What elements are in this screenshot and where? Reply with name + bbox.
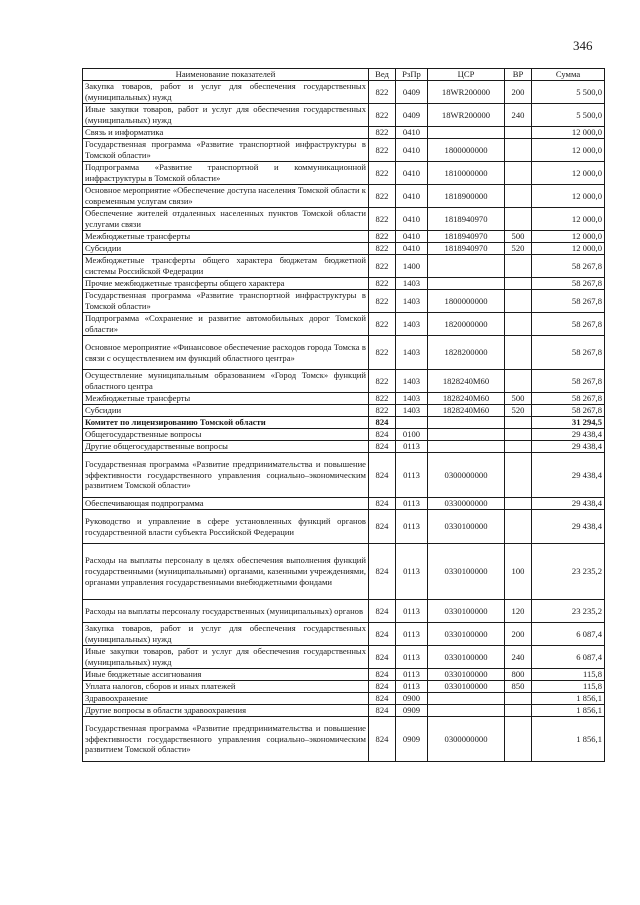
row-sum: 29 438,4 [532,510,605,544]
row-csr: 0330100000 [428,510,505,544]
row-ved: 822 [369,255,396,278]
row-rzpr: 0410 [396,243,428,255]
row-rzpr: 0909 [396,705,428,717]
row-ved: 822 [369,313,396,336]
row-rzpr: 0409 [396,81,428,104]
row-sum: 58 267,8 [532,405,605,417]
row-ved: 824 [369,717,396,762]
row-ved: 824 [369,544,396,600]
row-ved: 824 [369,705,396,717]
row-sum: 5 500,0 [532,104,605,127]
table-row [83,255,605,278]
row-vr [505,429,532,441]
row-ved: 822 [369,370,396,393]
row-sum: 12 000,0 [532,127,605,139]
table-row [83,681,605,693]
table-row [83,717,605,762]
table-row [83,669,605,681]
table-row [83,313,605,336]
row-name: Межбюджетные трансферты [83,393,369,405]
row-csr: 0300000000 [428,453,505,498]
row-csr: 1820000000 [428,313,505,336]
row-rzpr: 0113 [396,600,428,623]
row-ved: 822 [369,393,396,405]
row-ved: 822 [369,185,396,208]
row-vr [505,417,532,429]
row-name: Связь и информатика [83,127,369,139]
header-ved: Вед [369,69,396,81]
row-ved: 822 [369,290,396,313]
row-name: Иные закупки товаров, работ и услуг для обеспечения государственных (муниципальных) нужд [83,646,369,669]
row-csr: 18WR200000 [428,81,505,104]
row-vr [505,278,532,290]
row-sum: 12 000,0 [532,208,605,231]
row-csr [428,705,505,717]
row-csr: 0330100000 [428,544,505,600]
table-row [83,646,605,669]
row-csr: 18WR200000 [428,104,505,127]
row-csr: 0330100000 [428,623,505,646]
row-vr [505,336,532,370]
row-vr [505,208,532,231]
row-rzpr: 0113 [396,646,428,669]
row-rzpr: 0113 [396,510,428,544]
row-rzpr: 0410 [396,127,428,139]
table-row [83,243,605,255]
row-csr [428,441,505,453]
row-name: Иные закупки товаров, работ и услуг для обеспечения государственных (муниципальных) нужд [83,104,369,127]
table-row [83,336,605,370]
row-name: Общегосударственные вопросы [83,429,369,441]
row-rzpr: 0410 [396,231,428,243]
table-row [83,162,605,185]
row-vr: 500 [505,393,532,405]
row-ved: 824 [369,669,396,681]
row-sum: 115,8 [532,681,605,693]
row-name: Руководство и управление в сфере установленных функций органов государственной власти субъекта Российской Федерации [83,510,369,544]
row-sum: 6 087,4 [532,623,605,646]
row-rzpr: 0900 [396,693,428,705]
row-rzpr: 1403 [396,278,428,290]
row-rzpr: 0410 [396,162,428,185]
row-vr: 520 [505,243,532,255]
row-vr [505,693,532,705]
row-rzpr: 0410 [396,208,428,231]
row-csr [428,278,505,290]
row-rzpr: 0409 [396,104,428,127]
row-name: Другие вопросы в области здравоохранения [83,705,369,717]
row-csr: 0330100000 [428,681,505,693]
row-vr [505,453,532,498]
row-ved: 824 [369,693,396,705]
table-row [83,429,605,441]
row-sum: 23 235,2 [532,600,605,623]
page-number: 346 [573,38,593,53]
row-ved: 824 [369,498,396,510]
row-vr: 120 [505,600,532,623]
header-name: Наименование показателей [83,69,369,81]
row-ved: 824 [369,453,396,498]
row-csr: 0330100000 [428,600,505,623]
row-rzpr: 1403 [396,393,428,405]
row-name: Подпрограмма «Сохранение и развитие автомобильных дорог Томской области» [83,313,369,336]
table-row [83,370,605,393]
row-csr: 1818940970 [428,231,505,243]
row-rzpr: 1403 [396,336,428,370]
row-rzpr: 0410 [396,185,428,208]
row-sum: 12 000,0 [532,139,605,162]
row-name: Закупка товаров, работ и услуг для обеспечения государственных (муниципальных) нужд [83,623,369,646]
header-sum: Сумма [532,69,605,81]
table-row [83,104,605,127]
row-sum: 12 000,0 [532,231,605,243]
table-row [83,393,605,405]
table-row [83,139,605,162]
row-sum: 29 438,4 [532,498,605,510]
row-ved: 822 [369,139,396,162]
row-name: Уплата налогов, сборов и иных платежей [83,681,369,693]
row-ved: 822 [369,104,396,127]
row-ved: 822 [369,336,396,370]
row-rzpr: 0113 [396,453,428,498]
row-rzpr: 1403 [396,313,428,336]
row-ved: 822 [369,127,396,139]
table-row [83,278,605,290]
row-csr: 1828200000 [428,336,505,370]
table-header-row [83,69,605,81]
row-vr: 200 [505,81,532,104]
row-vr: 100 [505,544,532,600]
row-csr: 0330000000 [428,498,505,510]
row-ved: 822 [369,208,396,231]
row-csr [428,693,505,705]
row-rzpr [396,417,428,429]
row-name: Другие общегосударственные вопросы [83,441,369,453]
row-sum: 58 267,8 [532,255,605,278]
header-csr: ЦСР [428,69,505,81]
row-vr [505,717,532,762]
row-sum: 12 000,0 [532,243,605,255]
row-csr: 1818940970 [428,208,505,231]
row-vr [505,139,532,162]
row-vr: 240 [505,646,532,669]
row-sum: 115,8 [532,669,605,681]
row-sum: 58 267,8 [532,290,605,313]
row-sum: 5 500,0 [532,81,605,104]
row-name: Расходы на выплаты персоналу в целях обеспечения выполнения функций государственными (муниципальными) органами, казенными учреждениями, органами управления государственными внебюджетными фондами [83,544,369,600]
row-name: Осуществление муниципальным образованием «Город Томск» функций областного центра [83,370,369,393]
row-ved: 822 [369,405,396,417]
row-csr: 1828240M60 [428,405,505,417]
table-row [83,417,605,429]
row-sum: 1 856,1 [532,693,605,705]
row-sum: 58 267,8 [532,336,605,370]
row-csr: 1828240M60 [428,393,505,405]
table-row [83,81,605,104]
row-sum: 23 235,2 [532,544,605,600]
budget-table [82,68,605,762]
row-name: Государственная программа «Развитие предпринимательства и повышение эффективности государственного управления социально–экономическим развитием Томской области» [83,453,369,498]
row-vr [505,313,532,336]
row-sum: 58 267,8 [532,370,605,393]
row-sum: 12 000,0 [532,185,605,208]
row-csr [428,429,505,441]
row-rzpr: 0113 [396,669,428,681]
row-vr [505,290,532,313]
row-rzpr: 0100 [396,429,428,441]
header-vr: ВР [505,69,532,81]
table-row [83,231,605,243]
row-name: Закупка товаров, работ и услуг для обеспечения государственных (муниципальных) нужд [83,81,369,104]
row-rzpr: 1400 [396,255,428,278]
row-name: Обеспечение жителей отдаленных населенных пунктов Томской области услугами связи [83,208,369,231]
table-row [83,405,605,417]
row-name: Субсидии [83,243,369,255]
row-vr [505,185,532,208]
row-rzpr: 0909 [396,717,428,762]
row-sum: 29 438,4 [532,453,605,498]
row-ved: 822 [369,243,396,255]
row-csr [428,255,505,278]
row-ved: 822 [369,278,396,290]
row-rzpr: 0113 [396,681,428,693]
row-csr: 1810000000 [428,162,505,185]
row-rzpr: 0113 [396,544,428,600]
table-row [83,441,605,453]
table-row [83,544,605,600]
row-csr: 1828240M60 [428,370,505,393]
row-name: Расходы на выплаты персоналу государственных (муниципальных) органов [83,600,369,623]
row-name: Комитет по лицензированию Томской области [83,417,369,429]
row-name: Государственная программа «Развитие транспортной инфраструктуры в Томской области» [83,139,369,162]
row-rzpr: 0113 [396,498,428,510]
row-rzpr: 1403 [396,405,428,417]
row-ved: 824 [369,510,396,544]
row-ved: 822 [369,231,396,243]
row-vr: 850 [505,681,532,693]
row-name: Иные бюджетные ассигнования [83,669,369,681]
row-csr: 1818900000 [428,185,505,208]
row-name: Межбюджетные трансферты [83,231,369,243]
row-sum: 29 438,4 [532,441,605,453]
table-row [83,623,605,646]
row-vr: 240 [505,104,532,127]
row-sum: 1 856,1 [532,717,605,762]
table-row [83,693,605,705]
row-rzpr: 0113 [396,623,428,646]
row-vr [505,705,532,717]
row-ved: 824 [369,441,396,453]
row-ved: 822 [369,162,396,185]
row-name: Обеспечивающая подпрограмма [83,498,369,510]
row-name: Основное мероприятие «Финансовое обеспечение расходов города Томска в связи с осуществлением им функций областного центра» [83,336,369,370]
row-vr [505,162,532,185]
table-row [83,185,605,208]
table-row [83,127,605,139]
row-vr [505,370,532,393]
table-row [83,498,605,510]
row-name: Прочие межбюджетные трансферты общего характера [83,278,369,290]
row-name: Подпрограмма «Развитие транспортной и коммуникационной инфраструктуры в Томской области» [83,162,369,185]
row-ved: 824 [369,417,396,429]
row-sum: 1 856,1 [532,705,605,717]
row-ved: 824 [369,681,396,693]
row-ved: 824 [369,623,396,646]
table-body [83,81,605,762]
row-name: Субсидии [83,405,369,417]
row-name: Здравоохранение [83,693,369,705]
table-row [83,290,605,313]
row-vr [505,510,532,544]
row-name: Государственная программа «Развитие транспортной инфраструктуры в Томской области» [83,290,369,313]
row-ved: 822 [369,81,396,104]
row-sum: 58 267,8 [532,393,605,405]
row-sum: 58 267,8 [532,313,605,336]
row-sum: 29 438,4 [532,429,605,441]
row-vr [505,255,532,278]
row-vr: 500 [505,231,532,243]
row-rzpr: 1403 [396,290,428,313]
row-csr: 0330100000 [428,646,505,669]
row-csr [428,127,505,139]
row-vr: 200 [505,623,532,646]
row-sum: 6 087,4 [532,646,605,669]
table-row [83,453,605,498]
row-csr: 1800000000 [428,139,505,162]
row-rzpr: 0410 [396,139,428,162]
row-csr [428,417,505,429]
table-row [83,600,605,623]
row-rzpr: 0113 [396,441,428,453]
row-name: Основное мероприятие «Обеспечение доступа населения Томской области к современным услугам связи» [83,185,369,208]
row-ved: 824 [369,646,396,669]
row-name: Государственная программа «Развитие предпринимательства и повышение эффективности государственного управления социально–экономическим развитием Томской области» [83,717,369,762]
row-vr: 800 [505,669,532,681]
row-vr: 520 [505,405,532,417]
row-vr [505,127,532,139]
row-sum: 58 267,8 [532,278,605,290]
row-rzpr: 1403 [396,370,428,393]
header-rzpr: РзПр [396,69,428,81]
table-row [83,208,605,231]
row-vr [505,441,532,453]
row-ved: 824 [369,600,396,623]
row-vr [505,498,532,510]
row-name: Межбюджетные трансферты общего характера бюджетам бюджетной системы Российской Федерации [83,255,369,278]
row-csr: 0300000000 [428,717,505,762]
row-csr: 0330100000 [428,669,505,681]
row-sum: 31 294,5 [532,417,605,429]
row-sum: 12 000,0 [532,162,605,185]
table-row [83,705,605,717]
table-row [83,510,605,544]
row-ved: 824 [369,429,396,441]
row-csr: 1800000000 [428,290,505,313]
row-csr: 1818940970 [428,243,505,255]
